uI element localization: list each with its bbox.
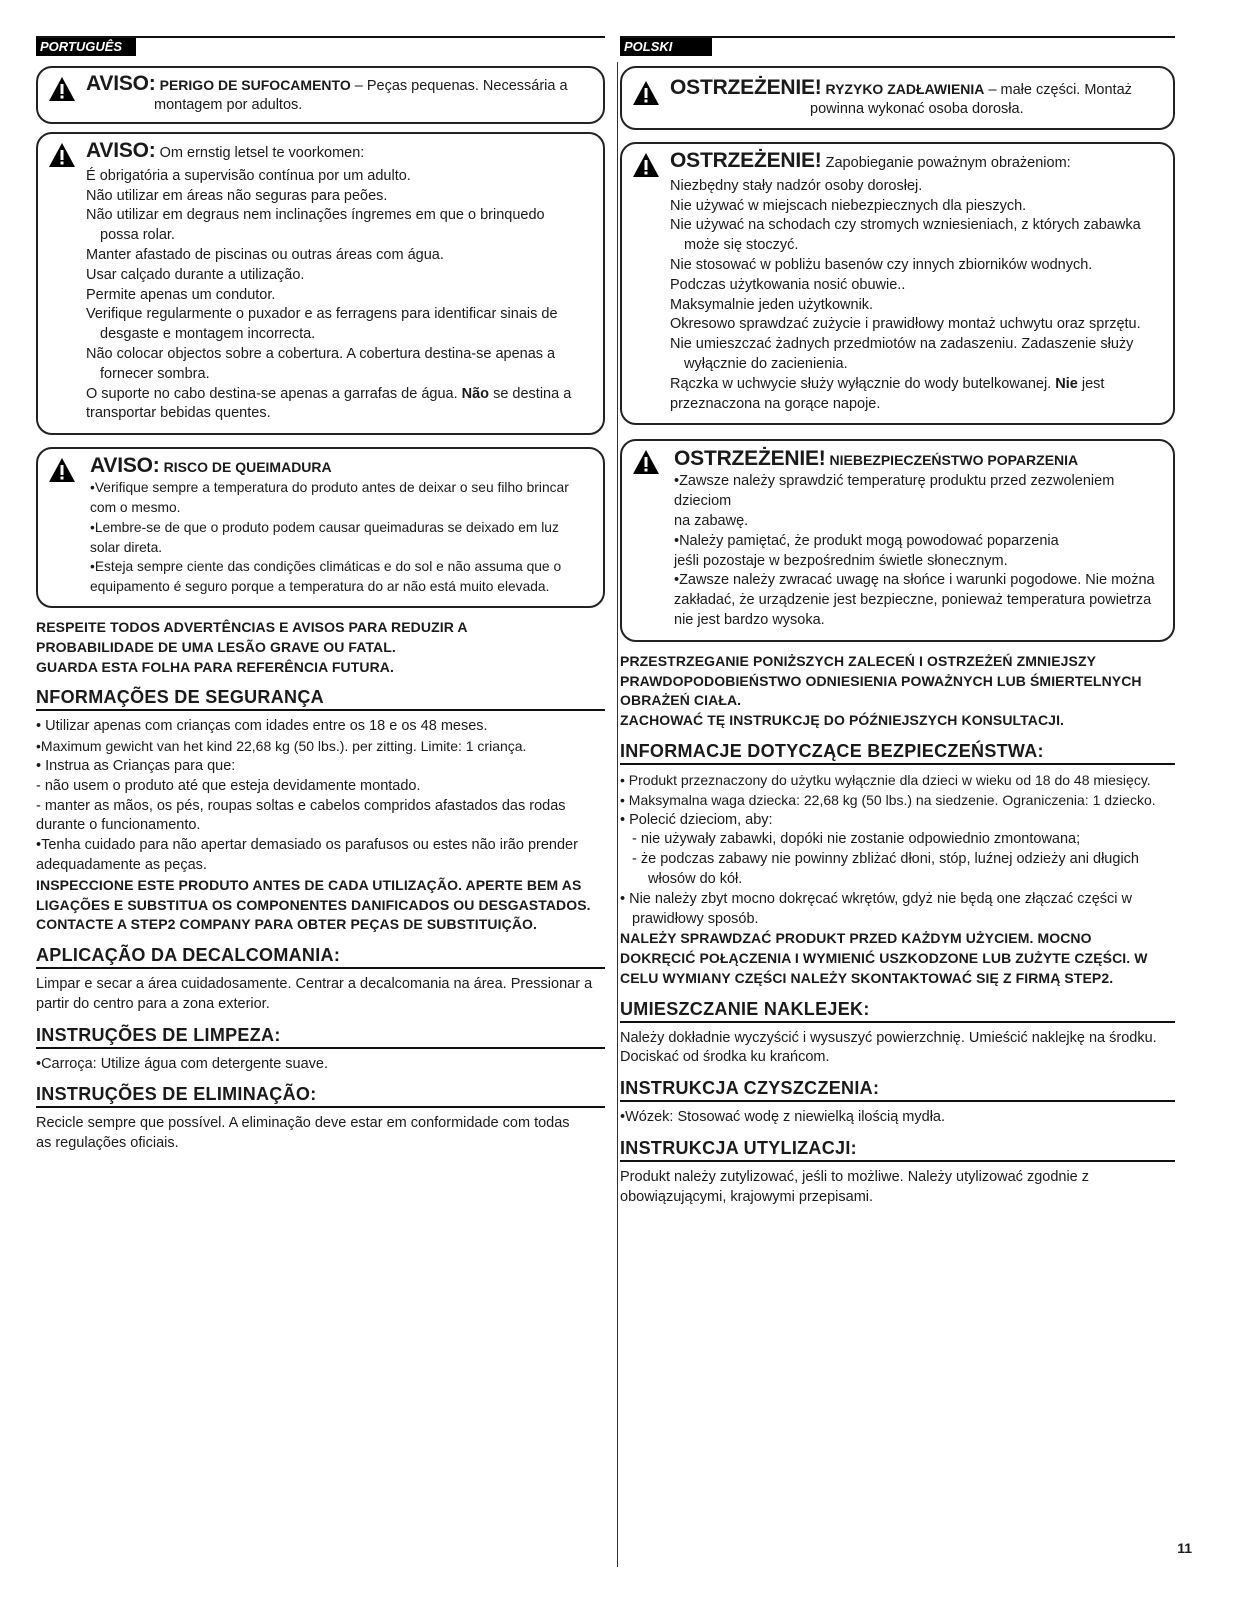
warning-item: może się stoczyć.	[684, 237, 799, 254]
section-title: APLICAÇÃO DA DECALCOMANIA:	[36, 943, 605, 969]
warning-item: Manter afastado de piscinas ou outras áreas com água.	[86, 246, 444, 263]
warning-text: O suporte no cabo destina-se apenas a garrafas de água.	[86, 385, 462, 402]
warning-list	[670, 177, 1161, 415]
warning-item: zakładać, że urządzenie jest bezpieczne, ponieważ temperatura powietrza	[674, 592, 1152, 609]
warning-text: jest	[1077, 375, 1105, 392]
list-item: durante o funcionamento.	[36, 817, 201, 834]
list-item: - nie używały zabawki, dopóki nie zostanie odpowiednio zmontowana;	[632, 831, 1081, 848]
warning-item: nie jest bardzo wysoka.	[674, 611, 825, 628]
warning-item: na zabawę.	[674, 512, 749, 529]
warning-item	[86, 385, 591, 405]
notice-line: RESPEITE TODOS ADVERTÊNCIAS E AVISOS PARA REDUZIR A	[36, 618, 468, 635]
warning-title: AVISO:	[90, 454, 160, 478]
safety-list	[620, 771, 1175, 989]
warning-item: transportar bebidas quentes.	[86, 405, 271, 422]
page-number: 11	[1177, 1540, 1192, 1556]
warning-item: •Zawsze należy sprawdzić temperaturę produktu przed zezwoleniem dzieciom	[674, 473, 1115, 510]
list-item: •Tenha cuidado para não apertar demasiado os parafusos ou estes não irão prender	[36, 837, 578, 854]
language-header	[36, 36, 605, 58]
burn-warning-box	[36, 447, 605, 608]
notice-line: INSPECCIONE ESTE PRODUTO ANTES DE CADA UTILIZAÇÃO. APERTE BEM AS	[36, 876, 582, 893]
warning-item: Podczas użytkowania nosić obuwie..	[670, 276, 906, 293]
warning-emphasis: Nie	[1055, 375, 1078, 392]
warning-item: Verifique regularmente o puxador e as ferragens para identificar sinais de	[86, 306, 558, 323]
language-header	[620, 36, 1175, 58]
section-title: INFORMACJE DOTYCZĄCE BEZPIECZEŃSTWA:	[620, 739, 1175, 765]
list-item: włosów do kół.	[648, 870, 743, 887]
section-title: UMIESZCZANIE NAKLEJEK:	[620, 997, 1175, 1023]
warning-item: possa rolar.	[100, 227, 175, 244]
column-divider	[617, 62, 618, 1567]
choking-warning-box	[36, 66, 605, 124]
warning-item: fornecer sombra.	[100, 365, 210, 382]
warning-item: Nie używać w miejscach niebezpiecznych dla pieszych.	[670, 197, 1027, 214]
body-text: Produkt należy zutylizować, jeśli to możliwe. Należy utylizować zgodnie z	[620, 1169, 1090, 1186]
language-tag: POLSKI	[620, 38, 712, 56]
warning-item: wyłącznie do zacienienia.	[684, 355, 848, 372]
warning-title: OSTRZEŻENIE!	[670, 148, 822, 172]
section-title: NFORMAÇÕES DE SEGURANÇA	[36, 685, 605, 711]
warning-triangle-icon	[48, 457, 76, 483]
warning-item: Usar calçado durante a utilização.	[86, 266, 305, 283]
warning-list	[86, 167, 591, 424]
warning-title: AVISO:	[86, 138, 156, 162]
warning-item: •Lembre-se de que o produto podem causar queimaduras se deixado em luz	[90, 519, 559, 535]
body-text: as regulações oficiais.	[36, 1135, 179, 1152]
warning-heading	[90, 456, 591, 478]
body-text: •Wózek: Stosować wodę z niewielką ilością mydła.	[620, 1109, 946, 1126]
warning-item: desgaste e montagem incorrecta.	[100, 326, 316, 343]
warning-heading	[86, 74, 591, 96]
notice-line: PRAWDOPODOBIEŃSTWO ODNIESIENIA POWAŻNYCH LUB ŚMIERTELNYCH	[620, 672, 1142, 689]
warning-text: Rączka w uchwycie służy wyłącznie do wody butelkowanej.	[670, 375, 1056, 392]
notice-line: CELU WYMIANY CZĘŚCI NALEŻY SKONTAKTOWAĆ SIĘ Z FIRMĄ STEP2.	[620, 969, 1114, 986]
warning-heading	[670, 78, 1161, 100]
language-tag: PORTUGUÊS	[36, 38, 136, 56]
list-item: - że podczas zabawy nie powinny zbliżać dłoni, stóp, luźnej odzieży ani długich	[632, 851, 1139, 868]
warning-item: Okresowo sprawdzać zużycie i prawidłowy montaż uchwytu oraz sprzętu.	[670, 316, 1141, 333]
warning-item	[670, 375, 1161, 395]
warning-item: Nie umieszczać żadnych przedmiotów na zadaszeniu. Zadaszenie służy	[670, 336, 1134, 353]
notice-line: NALEŻY SPRAWDZAĆ PRODUKT PRZED KAŻDYM UŻYCIEM. MOCNO	[620, 930, 1092, 947]
warning-text: – małe części. Montaż	[984, 82, 1132, 98]
warning-title: OSTRZEŻENIE!	[670, 76, 822, 99]
warning-text: Om ernstig letsel te voorkomen:	[155, 144, 365, 161]
warning-item: Nie stosować w pobliżu basenów czy innych zbiorników wodnych.	[670, 256, 1093, 273]
warning-subtitle: RYZYKO ZADŁAWIENIA	[821, 81, 985, 97]
warning-item: Permite apenas um condutor.	[86, 286, 276, 303]
warning-subtitle: RISCO DE QUEIMADURA	[163, 459, 332, 476]
choking-warning-box	[620, 66, 1175, 130]
warning-item: equipamento é seguro porque a temperatura do ar não está muito elevada.	[90, 579, 550, 595]
warning-subtitle: NIEBEZPIECZEŃSTWO POPARZENIA	[825, 452, 1079, 469]
warning-text: – Peças pequenas. Necessária a	[350, 78, 568, 94]
warning-item: Maksymalnie jeden użytkownik.	[670, 296, 874, 313]
caps-notice	[620, 652, 1175, 731]
notice-line: LIGAÇÕES E SUBSTITUA OS COMPONENTES DANIFICADOS OU DESGASTADOS.	[36, 896, 591, 913]
warning-triangle-icon	[48, 76, 76, 102]
warning-triangle-icon	[632, 152, 660, 178]
warning-triangle-icon	[632, 449, 660, 475]
body-text: Należy dokładnie wyczyścić i wysuszyć powierzchnię. Umieścić naklejkę na środku.	[620, 1029, 1157, 1046]
warning-text: se destina a	[489, 385, 572, 402]
injury-warning-box	[620, 142, 1175, 426]
notice-line: PRZESTRZEGANIE PONIŻSZYCH ZALECEŃ I OSTRZEŻEŃ ZMNIEJSZY	[620, 652, 1097, 669]
list-item: • Utilizar apenas com crianças com idades entre os 18 e os 48 meses.	[36, 718, 488, 735]
body-text: partir do centro para a zona exterior.	[36, 995, 270, 1012]
warning-item: •Esteja sempre ciente das condições climáticas e do sol e não assuma que o	[90, 559, 562, 575]
injury-warning-box	[36, 132, 605, 435]
notice-line: DOKRĘCIĆ POŁĄCZENIA I WYMIENIĆ USZKODZONE LUB ZUŻYTE CZĘŚCI. W	[620, 950, 1148, 967]
warning-item: •Zawsze należy zwracać uwagę na słońce i warunki pogodowe. Nie można	[674, 572, 1155, 589]
warning-item: É obrigatória a supervisão contínua por um adulto.	[86, 167, 411, 184]
caps-notice	[36, 618, 605, 677]
body-text: Recicle sempre que possível. A eliminação deve estar em conformidade com todas	[36, 1115, 570, 1132]
warning-item: Não utilizar em áreas não seguras para peões.	[86, 187, 388, 204]
body-text: obowiązującymi, krajowymi przepisami.	[620, 1188, 874, 1205]
warning-item: com o mesmo.	[90, 499, 181, 515]
body-text: •Carroça: Utilize água com detergente suave.	[36, 1055, 329, 1072]
body-text: Limpar e secar a área cuidadosamente. Centrar a decalcomania na área. Pressionar a	[36, 976, 593, 993]
section-title: INSTRUKCJA CZYSZCZENIA:	[620, 1076, 1175, 1102]
list-item: • Maksymalna waga dziecka: 22,68 kg (50 lbs.) na siedzenie. Ograniczenia: 1 dziecko.	[620, 791, 1156, 808]
warning-item: jeśli pozostaje w bezpośrednim świetle słonecznym.	[674, 552, 1008, 569]
notice-line: ZACHOWAĆ TĘ INSTRUKCJĘ DO PÓŹNIEJSZYCH KONSULTACJI.	[620, 712, 1065, 729]
list-item: • Produkt przeznaczony do użytku wyłącznie dla dzieci w wieku od 18 do 48 miesięcy.	[620, 771, 1151, 788]
warning-item: •Verifique sempre a temperatura do produto antes de deixar o seu filho brincar	[90, 480, 569, 496]
notice-line: OBRAŻEŃ CIAŁA.	[620, 692, 742, 709]
warning-item: Não colocar objectos sobre a cobertura. A cobertura destina-se apenas a	[86, 345, 556, 362]
burn-warning-box	[620, 439, 1175, 641]
section-title: INSTRUÇÕES DE LIMPEZA:	[36, 1023, 605, 1049]
warning-item: Nie używać na schodach czy stromych wzniesieniach, z których zabawka	[670, 217, 1141, 234]
list-item: - manter as mãos, os pés, roupas soltas e cabelos compridos afastados das rodas	[36, 797, 566, 814]
warning-item: przeznaczona na gorące napoje.	[670, 395, 881, 412]
warning-emphasis: Não	[461, 385, 490, 402]
warning-subtitle: PERIGO DE SUFOCAMENTO	[159, 77, 351, 93]
warning-triangle-icon	[48, 142, 76, 168]
warning-text: Zapobieganie poważnym obrażeniom:	[821, 154, 1071, 171]
section-title: INSTRUKCJA UTYLIZACJI:	[620, 1136, 1175, 1162]
list-item: •Maximum gewicht van het kind 22,68 kg (50 lbs.). per zitting. Limite: 1 criança.	[36, 738, 527, 755]
notice-line: PROBABILIDADE DE UMA LESÃO GRAVE OU FATAL.	[36, 638, 396, 655]
portuguese-column	[36, 36, 605, 1154]
warning-heading	[674, 448, 1161, 472]
warning-item: Não utilizar em degraus nem inclinações íngremes em que o brinquedo	[86, 207, 545, 224]
warning-item: •Należy pamiętać, że produkt mogą powodować poparzenia	[674, 532, 1059, 549]
warning-text: montagem por adultos.	[154, 97, 303, 113]
notice-line: GUARDA ESTA FOLHA PARA REFERÊNCIA FUTURA.	[36, 658, 394, 675]
section-title: INSTRUÇÕES DE ELIMINAÇÃO:	[36, 1082, 605, 1108]
warning-heading	[670, 148, 1161, 173]
list-item: • Instrua as Crianças para que:	[36, 757, 236, 774]
warning-text: powinna wykonać osoba dorosła.	[810, 101, 1024, 117]
list-item: prawidłowy sposób.	[632, 910, 759, 927]
warning-title: OSTRZEŻENIE!	[674, 447, 826, 471]
safety-list	[36, 717, 605, 935]
warning-item: solar direta.	[90, 539, 163, 555]
list-item: • Polecić dzieciom, aby:	[620, 811, 773, 828]
polish-column	[620, 36, 1175, 1208]
warning-triangle-icon	[632, 80, 660, 106]
warning-item: Niezbędny stały nadzór osoby dorosłej.	[670, 177, 923, 194]
body-text: Dociskać od środka ku krańcom.	[620, 1049, 830, 1066]
notice-line: CONTACTE A STEP2 COMPANY PARA OBTER PEÇAS DE SUBSTITUIÇÃO.	[36, 916, 538, 933]
list-item: - não usem o produto até que esteja devidamente montado.	[36, 777, 421, 794]
warning-title: AVISO:	[86, 72, 156, 95]
warning-heading	[86, 138, 591, 163]
list-item: • Nie należy zbyt mocno dokręcać wkrętów, gdyż nie będą one złączać części w	[620, 890, 1133, 907]
list-item: adequadamente as peças.	[36, 856, 207, 873]
